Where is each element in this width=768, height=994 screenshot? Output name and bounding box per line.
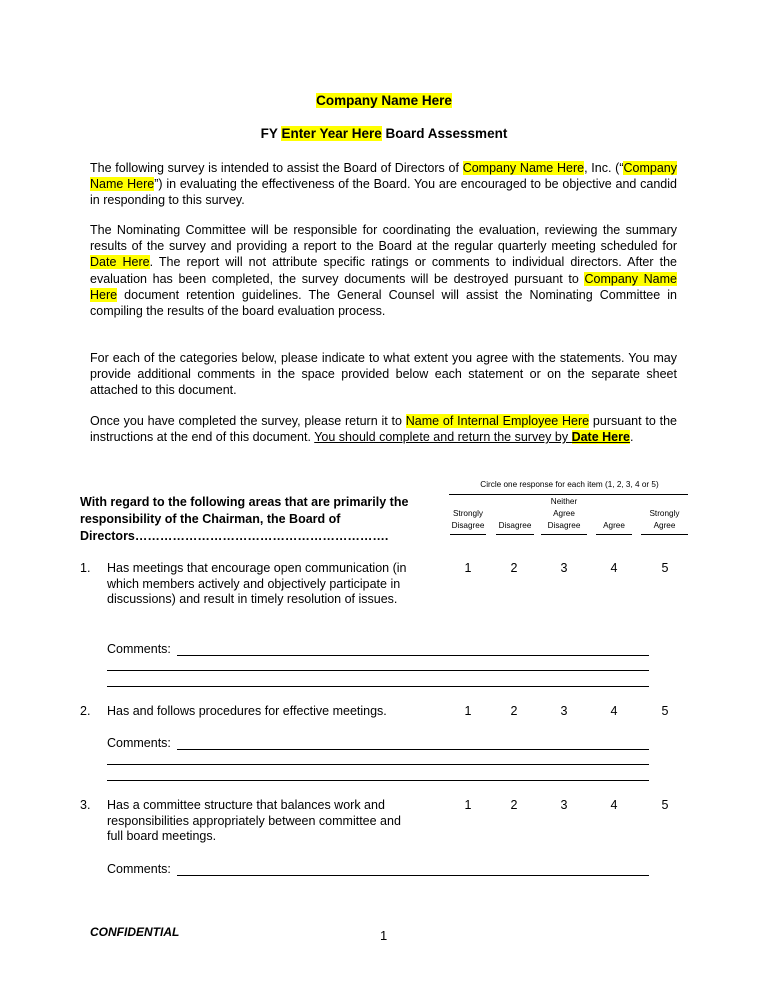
intro-paragraph-3: For each of the categories below, please indicate to what extent you agree with the statements. You may provide additional comments in the space provided below each statement or on the separate sheet attached to this document.	[90, 351, 677, 398]
rating-option[interactable]: 1	[464, 561, 472, 575]
question-text: Has a committee structure that balances work and responsibilities appropriately between committee and full board meetings.	[107, 798, 401, 844]
scale-col-agree: Agree	[596, 496, 632, 532]
scale-col-neither: Neither Agree Disagree	[541, 496, 587, 532]
question-text: Has and follows procedures for effective meetings.	[107, 704, 387, 718]
question-number: 2.	[80, 704, 91, 718]
employee-name-placeholder: Name of Internal Employee Here	[405, 414, 590, 428]
rating-option[interactable]: 3	[560, 798, 568, 812]
intro-paragraph-4: Once you have completed the survey, please return it to Name of Internal Employee Here pursuant to the instructions at the end of this document. You should complete and return the survey by Date Here.	[90, 414, 677, 445]
rating-option[interactable]: 2	[510, 704, 518, 718]
company-name-placeholder: Company Name Here	[316, 93, 452, 108]
question-number: 3.	[80, 798, 91, 812]
question-text: Has meetings that encourage open communication (in which members actively and objectively participate in discussions) and result in timely resolution of issues.	[107, 561, 407, 607]
comment-line[interactable]	[107, 764, 649, 765]
comments-label: Comments:	[107, 736, 171, 750]
confidential-label: CONFIDENTIAL	[90, 925, 180, 939]
rating-option[interactable]: 2	[510, 561, 518, 575]
comments-label: Comments:	[107, 862, 171, 876]
date-placeholder: Date Here	[571, 430, 630, 445]
rating-option[interactable]: 5	[661, 704, 669, 718]
date-placeholder: Date Here	[90, 255, 150, 270]
comments-label: Comments:	[107, 642, 171, 656]
rating-option[interactable]: 4	[610, 561, 618, 575]
rating-option[interactable]: 5	[661, 798, 669, 812]
scale-col-strongly-agree: Strongly Agree	[641, 496, 688, 532]
comment-line[interactable]	[177, 655, 649, 656]
scale-rule	[449, 494, 688, 495]
company-name-placeholder: Company Name Here	[90, 161, 677, 192]
comment-line[interactable]	[107, 670, 649, 671]
intro-paragraph-2: The Nominating Committee will be responsible for coordinating the evaluation, reviewing the summary results of the survey and providing a report to the Board at the regular quarterly meeting scheduled for Date Here. The report will not attribute specific ratings or comments to individual directors. After the evaluation has been completed, the survey documents will be destroyed pursuant to Company Name Here document retention guidelines. The General Counsel will assist the Nominating Committee in compiling the results of the board evaluation process.	[90, 223, 677, 319]
scale-caption: Circle one response for each item (1, 2, 3, 4 or 5)	[480, 480, 659, 489]
scale-col-strongly-disagree: Strongly Disagree	[450, 496, 486, 532]
rating-option[interactable]: 5	[661, 561, 669, 575]
section-heading: With regard to the following areas that are primarily the responsibility of the Chairman, the Board of Directors…………………………………………………….	[80, 495, 409, 543]
page-number: 1	[380, 928, 388, 943]
comment-line[interactable]	[177, 749, 649, 750]
year-placeholder: Enter Year Here	[281, 126, 382, 141]
comment-line[interactable]	[107, 780, 649, 781]
rating-option[interactable]: 4	[610, 798, 618, 812]
rating-option[interactable]: 1	[464, 798, 472, 812]
rating-option[interactable]: 4	[610, 704, 618, 718]
scale-col-disagree: Disagree	[496, 496, 534, 532]
rating-option[interactable]: 3	[560, 704, 568, 718]
document-title: FY Enter Year Here Board Assessment	[260, 126, 508, 141]
company-name-placeholder: Company Name Here	[462, 161, 585, 175]
comment-line[interactable]	[107, 686, 649, 687]
rating-option[interactable]: 2	[510, 798, 518, 812]
question-number: 1.	[80, 561, 91, 575]
rating-option[interactable]: 1	[464, 704, 472, 718]
company-name-placeholder: Company Name Here	[90, 271, 677, 302]
intro-paragraph-1: The following survey is intended to assist the Board of Directors of Company Name Here, Inc. (“Company Name Here”) in evaluating the effectiveness of the Board. You are encouraged to be objective and candid in responding to this survey.	[90, 161, 677, 208]
company-title	[0, 93, 768, 108]
rating-option[interactable]: 3	[560, 561, 568, 575]
comment-line[interactable]	[177, 875, 649, 876]
